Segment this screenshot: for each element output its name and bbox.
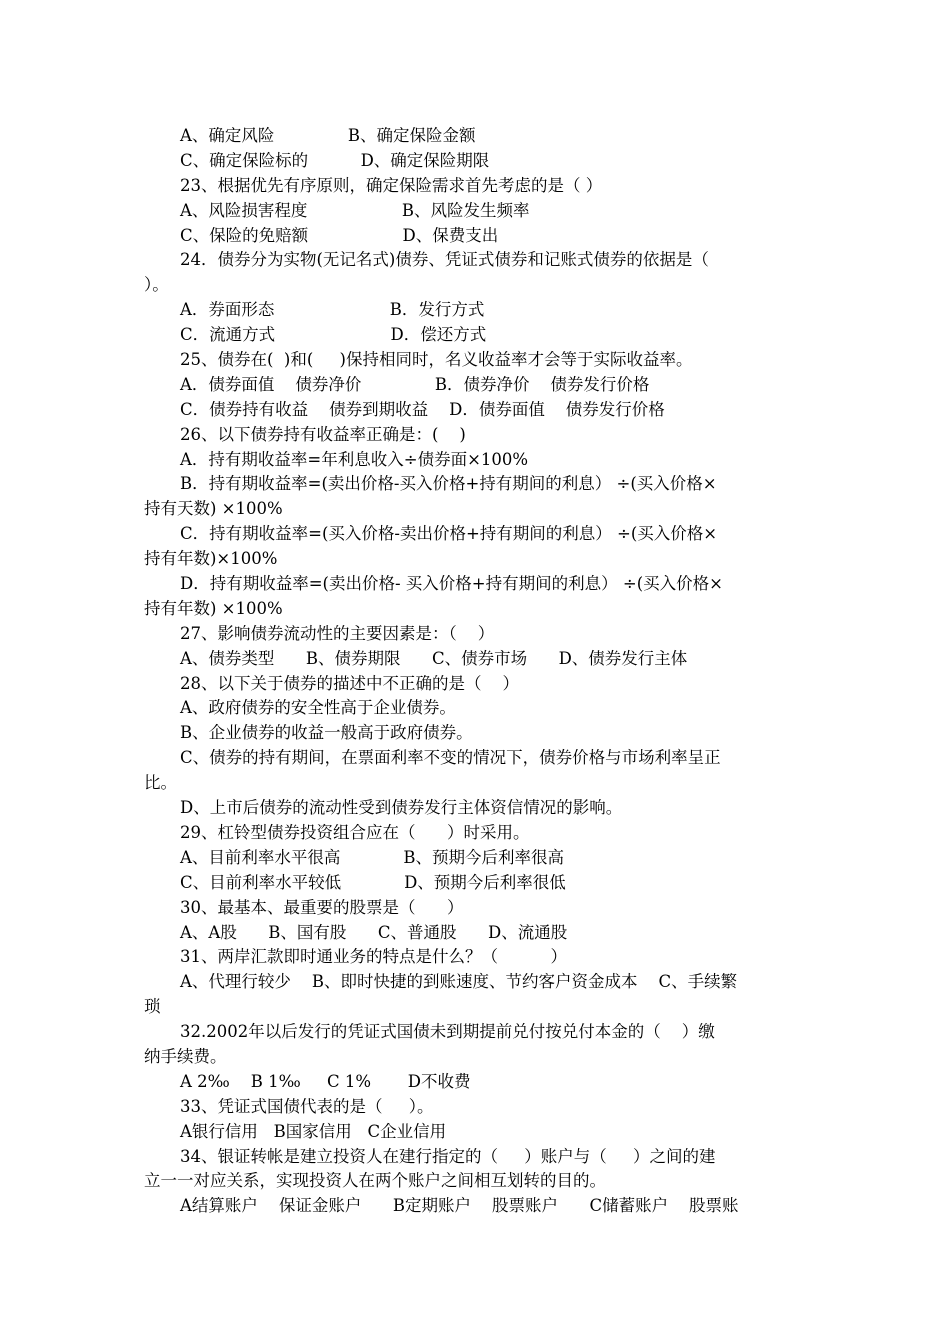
text-line: A．券面形态 B．发行方式 xyxy=(180,300,485,320)
text-line: A银行信用 B国家信用 C企业信用 xyxy=(180,1121,447,1141)
text-line: C、债券的持有期间，在票面利率不变的情况下，债券价格与市场利率呈正 xyxy=(180,748,721,768)
text-line: A、确定风险 B、确定保险金额 xyxy=(180,126,476,145)
text-line: 琐 xyxy=(144,997,161,1017)
text-line: B．持有期收益率=(卖出价格-买入价格+持有期间的利息） ÷(买入价格× xyxy=(180,474,717,494)
text-line: A．持有期收益率=年利息收入÷债券面×100% xyxy=(180,449,529,469)
question-31: 31、两岸汇款即时通业务的特点是什么？（ ） xyxy=(180,947,567,967)
text-line: A结算账户 保证金账户 B定期账户 股票账户 C储蓄账户 股票账 xyxy=(180,1196,739,1216)
text-line: 持有年数) ×100% xyxy=(144,598,283,618)
text-line: A、政府债券的安全性高于企业债券。 xyxy=(180,698,456,718)
text-line: A、A股 B、国有股 C、普通股 D、流通股 xyxy=(180,922,568,942)
text-line: A、债券类型 B、债券期限 C、债券市场 D、债券发行主体 xyxy=(180,648,688,668)
question-25: 25、债券在( )和( )保持相同时，名义收益率才会等于实际收益率。 xyxy=(180,350,693,370)
text-line: 持有年数)×100% xyxy=(144,549,278,569)
text-line: A、代理行较少 B、即时快捷的到账速度、节约客户资金成本 C、手续繁 xyxy=(180,972,738,992)
text-line: B、企业债券的收益一般高于政府债券。 xyxy=(180,723,473,743)
text-line: C．持有期收益率=(买入价格-卖出价格+持有期间的利息） ÷(买入价格× xyxy=(180,524,718,544)
text-line: 立一一对应关系，实现投资人在两个账户之间相互划转的目的。 xyxy=(144,1171,606,1191)
text-line: C、目前利率水平较低 D、预期今后利率很低 xyxy=(180,872,566,892)
question-32: 32.2002年以后发行的凭证式国债未到期提前兑付按兑付本金的（ ）缴 xyxy=(180,1022,715,1042)
text-line: 比。 xyxy=(144,773,177,793)
question-30: 30、最基本、最重要的股票是（ ） xyxy=(180,897,464,917)
text-line: C、保险的免赔额 D、保费支出 xyxy=(180,225,499,245)
question-34: 34、银证转帐是建立投资人在建行指定的（ ）账户与（ ）之间的建 xyxy=(180,1146,716,1166)
text-line: A、目前利率水平很高 B、预期今后利率很高 xyxy=(180,847,564,867)
text-line: A、风险损害程度 B、风险发生频率 xyxy=(180,200,530,220)
question-23: 23、根据优先有序原则，确定保险需求首先考虑的是（ ） xyxy=(180,175,603,195)
question-27: 27、影响债券流动性的主要因素是：（ ） xyxy=(180,623,495,643)
text-line: A 2‰ B 1‰ C 1% D不收费 xyxy=(180,1071,471,1091)
question-33: 33、凭证式国债代表的是（ ）。 xyxy=(180,1096,434,1116)
document-body xyxy=(144,124,808,1219)
question-29: 29、杠铃型债券投资组合应在（ ）时采用。 xyxy=(180,822,530,842)
question-24: 24．债券分为实物(无记名式)债券、凭证式债券和记账式债券的依据是（ xyxy=(180,250,709,270)
question-28: 28、以下关于债券的描述中不正确的是（ ） xyxy=(180,673,519,693)
text-line: D、上市后债券的流动性受到债券发行主体资信情况的影响。 xyxy=(180,798,623,818)
text-line: 纳手续费。 xyxy=(144,1046,227,1066)
text-line: A．债券面值 债券净价 B．债券净价 债券发行价格 xyxy=(180,374,650,394)
text-line: C、确定保险标的 D、确定保险期限 xyxy=(180,150,490,170)
text-line: D．持有期收益率=(卖出价格- 买入价格+持有期间的利息） ÷(买入价格× xyxy=(180,574,723,594)
question-26: 26、以下债券持有收益率正确是：( ) xyxy=(180,424,466,444)
text-line: C．流通方式 D．偿还方式 xyxy=(180,325,487,345)
text-line: C．债券持有收益 债券到期收益 D．债券面值 债券发行价格 xyxy=(180,399,665,419)
text-line: 持有天数) ×100% xyxy=(144,499,283,519)
text-line: ）。 xyxy=(144,275,169,295)
